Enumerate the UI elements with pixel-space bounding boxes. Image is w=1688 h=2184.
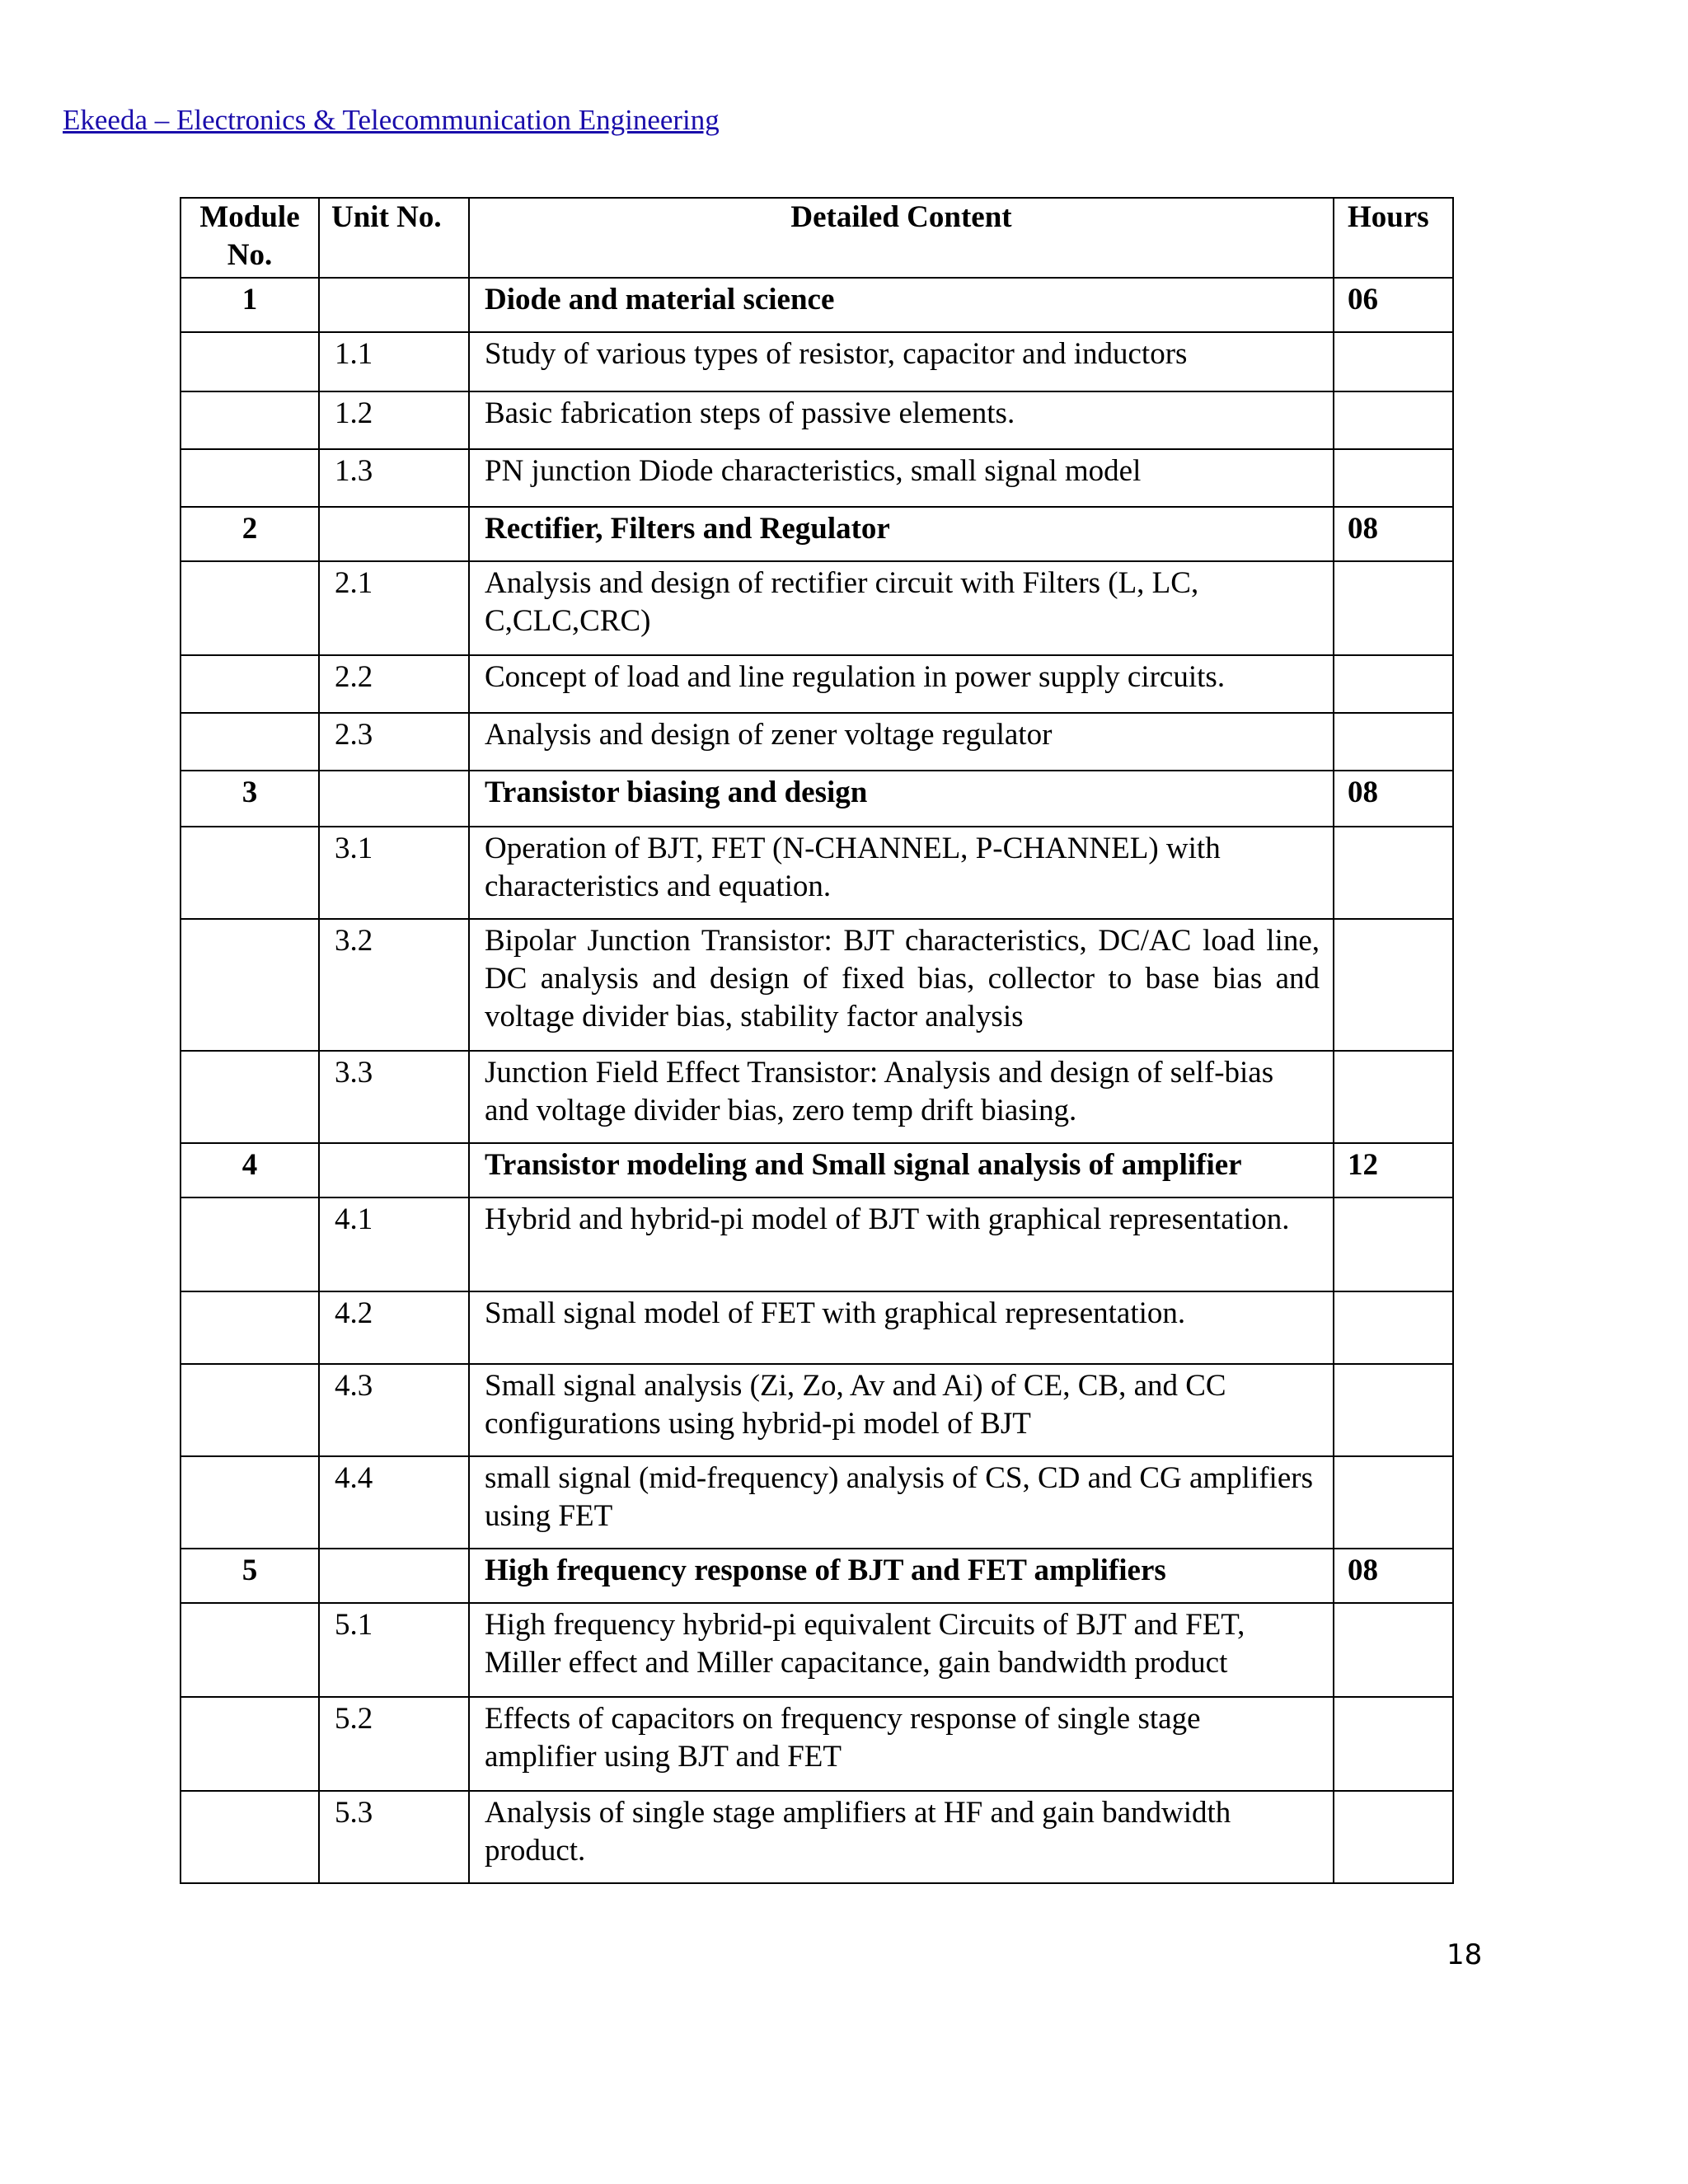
module-number-cell-text: 3 xyxy=(241,776,258,809)
hours-cell-text xyxy=(1334,1698,1452,1700)
hours-cell-text xyxy=(1334,1792,1452,1794)
unit-number-cell xyxy=(319,827,469,919)
unit-number-cell-text: 3.2 xyxy=(335,924,373,958)
module-number-cell xyxy=(181,655,319,713)
unit-number-cell xyxy=(319,1143,469,1197)
content-cell-text: Analysis and design of zener voltage regulator xyxy=(485,718,1053,752)
content-cell-text: Analysis of single stage amplifiers at HF and gain bandwidth product. xyxy=(485,1796,1231,1868)
hours-cell-text xyxy=(1334,827,1452,830)
unit-number-cell xyxy=(319,561,469,655)
hours-cell xyxy=(1334,827,1453,919)
unit-number-cell xyxy=(319,1697,469,1791)
module-number-cell-text xyxy=(181,920,318,922)
syllabus-table xyxy=(180,197,1454,1884)
content-cell-text: Transistor biasing and design xyxy=(485,776,868,809)
content-cell-text: Basic fabrication steps of passive elements. xyxy=(485,396,1015,430)
unit-number-cell-text: 1.3 xyxy=(335,454,373,488)
hours-cell xyxy=(1334,1143,1453,1197)
content-cell-text: Analysis and design of rectifier circuit with Filters (L, LC, C,CLC,CRC) xyxy=(485,566,1199,638)
unit-number-cell-text: 2.3 xyxy=(335,718,373,752)
unit-number-cell-text: 1.2 xyxy=(335,396,373,430)
unit-number-cell-text xyxy=(320,771,468,774)
module-number-cell xyxy=(181,1549,319,1603)
content-cell xyxy=(469,1364,1334,1456)
unit-number-cell-text: 5.3 xyxy=(335,1796,373,1830)
content-cell xyxy=(469,1456,1334,1549)
table-row xyxy=(181,391,1453,449)
module-number-cell xyxy=(181,332,319,391)
module-number-cell xyxy=(181,561,319,655)
module-number-cell xyxy=(181,919,319,1051)
content-cell-text: Operation of BJT, FET (N-CHANNEL, P-CHANNEL) with characteristics and equation. xyxy=(485,832,1221,903)
content-cell-text: High frequency response of BJT and FET amplifiers xyxy=(485,1554,1166,1587)
unit-number-cell-text: 3.3 xyxy=(335,1056,373,1090)
unit-number-cell-text: 2.2 xyxy=(335,660,373,694)
table-row xyxy=(181,1456,1453,1549)
module-row xyxy=(181,507,1453,561)
content-cell xyxy=(469,1051,1334,1143)
hours-cell-text: 06 xyxy=(1348,283,1378,316)
table-row xyxy=(181,332,1453,391)
table-row xyxy=(181,713,1453,771)
hours-cell xyxy=(1334,1456,1453,1549)
module-number-cell-text xyxy=(181,827,318,830)
unit-number-cell xyxy=(319,1197,469,1291)
unit-number-cell-text: 4.2 xyxy=(335,1296,373,1330)
module-row xyxy=(181,278,1453,332)
content-cell-text: Transistor modeling and Small signal analysis of amplifier xyxy=(485,1148,1242,1182)
module-number-cell-text xyxy=(181,1457,318,1460)
content-cell xyxy=(469,449,1334,507)
unit-number-cell xyxy=(319,771,469,827)
unit-number-cell xyxy=(319,1051,469,1143)
unit-number-cell xyxy=(319,655,469,713)
hours-cell xyxy=(1334,655,1453,713)
hours-cell-text xyxy=(1334,1198,1452,1201)
hours-cell-text xyxy=(1334,1604,1452,1606)
module-number-cell xyxy=(181,771,319,827)
content-cell-text: PN junction Diode characteristics, small signal model xyxy=(485,454,1142,488)
module-number-cell xyxy=(181,1791,319,1883)
unit-number-cell-text xyxy=(320,1549,468,1552)
table-row xyxy=(181,1603,1453,1697)
hours-cell xyxy=(1334,278,1453,332)
hours-cell xyxy=(1334,1364,1453,1456)
hours-cell xyxy=(1334,1697,1453,1791)
hours-cell xyxy=(1334,332,1453,391)
hours-cell-text xyxy=(1334,1052,1452,1054)
content-cell xyxy=(469,771,1334,827)
content-cell-text: Hybrid and hybrid-pi model of BJT with graphical representation. xyxy=(485,1202,1290,1236)
module-number-cell-text xyxy=(181,1052,318,1054)
unit-number-cell xyxy=(319,1791,469,1883)
hours-cell-text: 08 xyxy=(1348,776,1378,809)
page-number: 18 xyxy=(1447,1938,1483,1971)
module-number-cell xyxy=(181,1197,319,1291)
module-number-cell xyxy=(181,1697,319,1791)
content-cell-text: Concept of load and line regulation in power supply circuits. xyxy=(485,660,1226,694)
content-cell xyxy=(469,1291,1334,1364)
header-link[interactable]: Ekeeda – Electronics & Telecommunication Engineering xyxy=(63,104,720,136)
module-number-cell xyxy=(181,1143,319,1197)
unit-number-cell xyxy=(319,391,469,449)
unit-number-cell xyxy=(319,1364,469,1456)
module-number-cell xyxy=(181,1456,319,1549)
hours-cell xyxy=(1334,1603,1453,1697)
hours-cell-text xyxy=(1334,562,1452,565)
hours-cell-text xyxy=(1334,1292,1452,1295)
unit-number-cell xyxy=(319,449,469,507)
unit-number-cell-text xyxy=(320,1144,468,1146)
module-row xyxy=(181,1549,1453,1603)
hours-cell xyxy=(1334,919,1453,1051)
table-row xyxy=(181,655,1453,713)
content-cell-text: Rectifier, Filters and Regulator xyxy=(485,512,890,546)
module-row xyxy=(181,771,1453,827)
table-row xyxy=(181,1791,1453,1883)
unit-number-cell xyxy=(319,507,469,561)
unit-number-cell-text: 1.1 xyxy=(335,337,373,371)
table-row xyxy=(181,1364,1453,1456)
unit-number-cell xyxy=(319,1456,469,1549)
unit-number-cell-text: 3.1 xyxy=(335,832,373,865)
unit-number-cell-text: 5.2 xyxy=(335,1702,373,1736)
module-number-cell-text xyxy=(181,1198,318,1201)
table-body xyxy=(181,278,1453,1883)
hours-cell-text xyxy=(1334,1365,1452,1367)
hours-cell xyxy=(1334,1197,1453,1291)
hours-cell-text xyxy=(1334,1457,1452,1460)
header-unit-no: Unit No. xyxy=(319,198,469,278)
content-cell-text: Study of various types of resistor, capacitor and inductors xyxy=(485,337,1188,371)
module-number-cell xyxy=(181,391,319,449)
module-number-cell-text: 2 xyxy=(241,512,258,546)
table-header-row xyxy=(181,198,1453,278)
table-row xyxy=(181,1197,1453,1291)
unit-number-cell xyxy=(319,332,469,391)
content-cell-text: Junction Field Effect Transistor: Analysis and design of self-bias and voltage divider bias, zero temp drift biasing. xyxy=(485,1056,1274,1127)
content-cell xyxy=(469,1197,1334,1291)
content-cell xyxy=(469,561,1334,655)
unit-number-cell-text: 5.1 xyxy=(335,1608,373,1642)
hours-cell-text: 08 xyxy=(1348,512,1378,546)
hours-cell xyxy=(1334,561,1453,655)
table-row xyxy=(181,561,1453,655)
unit-number-cell-text xyxy=(320,508,468,510)
hours-cell-text xyxy=(1334,333,1452,335)
table-row xyxy=(181,827,1453,919)
module-number-cell-text: 5 xyxy=(241,1554,258,1587)
module-number-cell-text: 4 xyxy=(241,1148,258,1182)
content-cell-text: Small signal analysis (Zi, Zo, Av and Ai) of CE, CB, and CC configurations using hybrid-pi model of BJT xyxy=(485,1369,1226,1441)
header-module-no: Module No. xyxy=(181,198,319,278)
module-number-cell xyxy=(181,1603,319,1697)
content-cell xyxy=(469,278,1334,332)
content-cell xyxy=(469,919,1334,1051)
hours-cell xyxy=(1334,507,1453,561)
content-cell xyxy=(469,1791,1334,1883)
hours-cell xyxy=(1334,1549,1453,1603)
content-cell-text: Effects of capacitors on frequency response of single stage amplifier using BJT and FET xyxy=(485,1702,1201,1774)
hours-cell xyxy=(1334,391,1453,449)
hours-cell-text xyxy=(1334,714,1452,716)
hours-cell xyxy=(1334,1051,1453,1143)
hours-cell xyxy=(1334,771,1453,827)
unit-number-cell xyxy=(319,278,469,332)
content-cell xyxy=(469,713,1334,771)
content-cell-text: Small signal model of FET with graphical representation. xyxy=(485,1296,1186,1330)
content-cell xyxy=(469,1549,1334,1603)
module-number-cell xyxy=(181,713,319,771)
table-row xyxy=(181,449,1453,507)
header-hours: Hours xyxy=(1334,198,1453,278)
content-cell xyxy=(469,1697,1334,1791)
module-number-cell xyxy=(181,507,319,561)
content-cell xyxy=(469,827,1334,919)
module-number-cell-text xyxy=(181,1365,318,1367)
module-number-cell-text xyxy=(181,1292,318,1295)
hours-cell xyxy=(1334,449,1453,507)
module-number-cell xyxy=(181,827,319,919)
table-row xyxy=(181,1051,1453,1143)
unit-number-cell xyxy=(319,1603,469,1697)
hours-cell-text xyxy=(1334,920,1452,922)
module-number-cell xyxy=(181,278,319,332)
content-cell xyxy=(469,1143,1334,1197)
hours-cell-text: 12 xyxy=(1348,1148,1378,1182)
unit-number-cell-text: 2.1 xyxy=(335,566,373,600)
content-cell xyxy=(469,391,1334,449)
content-cell-text: High frequency hybrid-pi equivalent Circuits of BJT and FET, Miller effect and Miller capacitance, gain bandwidth product xyxy=(485,1608,1245,1680)
header-detailed-content: Detailed Content xyxy=(469,198,1334,278)
content-cell xyxy=(469,332,1334,391)
unit-number-cell xyxy=(319,919,469,1051)
content-cell xyxy=(469,1603,1334,1697)
hours-cell xyxy=(1334,1791,1453,1883)
module-number-cell xyxy=(181,1051,319,1143)
hours-cell xyxy=(1334,1291,1453,1364)
module-number-cell-text xyxy=(181,656,318,658)
module-number-cell-text xyxy=(181,1698,318,1700)
content-cell-text: Diode and material science xyxy=(485,283,835,316)
module-row xyxy=(181,1143,1453,1197)
hours-cell-text xyxy=(1334,392,1452,395)
unit-number-cell-text: 4.3 xyxy=(335,1369,373,1403)
unit-number-cell-text xyxy=(320,279,468,281)
module-number-cell-text xyxy=(181,450,318,452)
table-row xyxy=(181,1697,1453,1791)
hours-cell-text: 08 xyxy=(1348,1554,1378,1587)
content-cell-text: Bipolar Junction Transistor: BJT characteristics, DC/AC load line, DC analysis and design of fixed bias, collector to base bias and voltage divider bias, stability factor analysis xyxy=(485,924,1320,1033)
unit-number-cell-text: 4.4 xyxy=(335,1461,373,1495)
unit-number-cell-text: 4.1 xyxy=(335,1202,373,1236)
module-number-cell xyxy=(181,1291,319,1364)
table-row xyxy=(181,919,1453,1051)
unit-number-cell xyxy=(319,713,469,771)
content-cell-text: small signal (mid-frequency) analysis of CS, CD and CG amplifiers using FET xyxy=(485,1461,1313,1533)
module-number-cell-text: 1 xyxy=(241,283,258,316)
hours-cell-text xyxy=(1334,656,1452,658)
hours-cell xyxy=(1334,713,1453,771)
module-number-cell-text xyxy=(181,1604,318,1606)
unit-number-cell xyxy=(319,1291,469,1364)
module-number-cell-text xyxy=(181,333,318,335)
module-number-cell-text xyxy=(181,562,318,565)
module-number-cell-text xyxy=(181,392,318,395)
module-number-cell-text xyxy=(181,714,318,716)
hours-cell-text xyxy=(1334,450,1452,452)
module-number-cell xyxy=(181,449,319,507)
content-cell xyxy=(469,507,1334,561)
content-cell xyxy=(469,655,1334,713)
table-row xyxy=(181,1291,1453,1364)
module-number-cell xyxy=(181,1364,319,1456)
module-number-cell-text xyxy=(181,1792,318,1794)
unit-number-cell xyxy=(319,1549,469,1603)
